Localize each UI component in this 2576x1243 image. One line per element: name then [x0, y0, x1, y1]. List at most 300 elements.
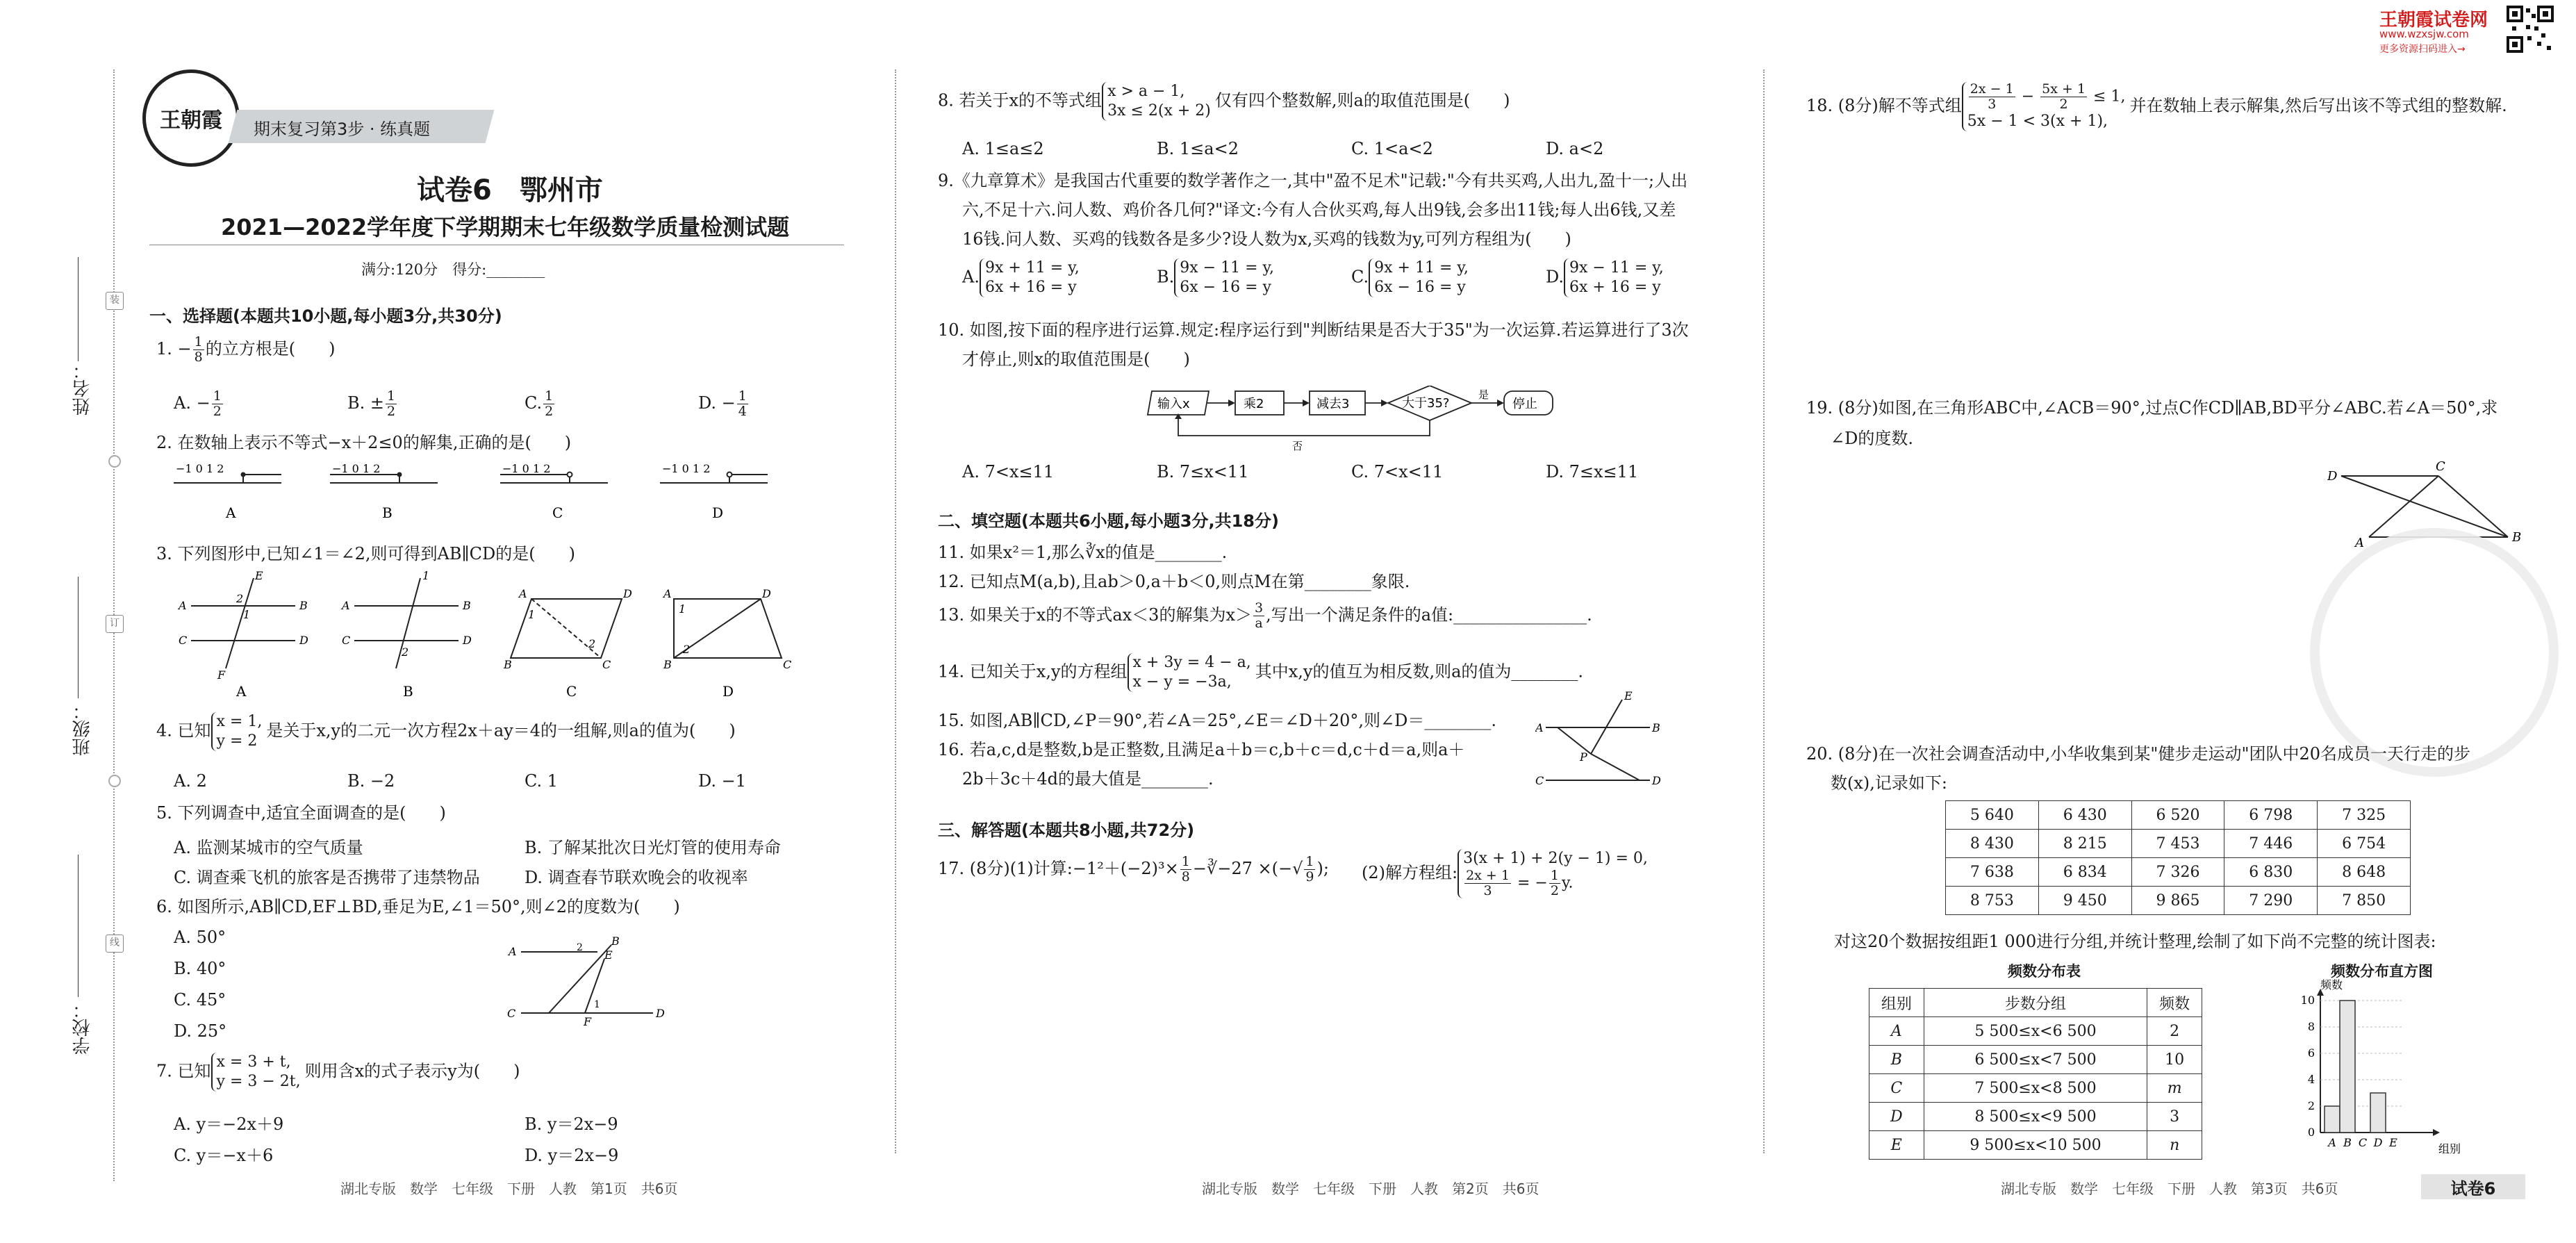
paper-number: 试卷6 鄂州市 [417, 174, 603, 206]
q3-b-pt-c: C [342, 634, 351, 647]
q1-option-c[interactable] [525, 389, 556, 419]
hist-bar-A [2325, 1106, 2340, 1133]
q10-flowchart [1146, 386, 1563, 452]
q5-option-d[interactable]: D. 调查春节联欢晚会的收视率 [525, 868, 748, 887]
q4-stem-end: 是关于x,y的二元一次方程2x＋ay＝4的一组解,则a的值为( ) [266, 721, 736, 741]
q3-fig-d [662, 587, 791, 671]
q9-opt-c-sys [1369, 258, 1473, 297]
q1-opt-d-den: 4 [738, 404, 747, 419]
q1-opt-d-sign: D. − [698, 393, 736, 413]
q2-numberlines [170, 462, 795, 538]
q17-frac2-num: 1 [1305, 854, 1314, 869]
q1-opt-c-frac [543, 389, 554, 419]
q3-d-pt-d: D [762, 587, 771, 600]
q20-note: 对这20个数据按组距1 000进行分组,并统计整理,绘制了如下尚不完整的统计图表: [1834, 932, 2436, 951]
q3-d-pt-c: C [783, 658, 792, 671]
q13-stem: 13. 如果关于x的不等式ax＜3的解集为x＞ [938, 605, 1252, 625]
hist-category-A: A [2328, 1136, 2336, 1149]
q19-pt-b: B [2512, 530, 2522, 545]
q3-a-pt-a: A [179, 599, 187, 612]
q17-part1: 17. (8分)(1)计算:−1²＋(−2)³× [938, 859, 1179, 878]
q9-opt-a-l1: 9x + 11 = y, [984, 259, 1080, 277]
question-10-line1: 10. 如图,按下面的程序进行运算.规定:程序运行到"判断结果是否大于35"为一次运算.若运算进行了3次 [938, 320, 1689, 340]
question-4 [156, 712, 736, 751]
hist-y-tick: 0 [2307, 1126, 2315, 1139]
q3-fig-a [177, 571, 308, 682]
svg-text:A: A [509, 945, 517, 958]
hist-category-D: D [2373, 1136, 2383, 1149]
class-label: 班级： [72, 702, 93, 756]
histogram [2272, 976, 2501, 1164]
q17-system [1458, 849, 1652, 898]
question-18 [1806, 82, 2507, 131]
table-row [1946, 830, 2411, 858]
q9-opt-b-sys [1174, 258, 1278, 297]
q17-frac1-den: 8 [1181, 869, 1190, 884]
page-title: 2021—2022学年度下学期期末七年级数学质量检测试题 [221, 214, 790, 240]
site-url[interactable]: www.wzxsjw.com [2379, 28, 2469, 40]
cell: 6 430 [2038, 801, 2131, 830]
q2-ticks-d: −1 0 1 2 [662, 462, 711, 475]
q18-stem: 18. (8分)解不等式组 [1806, 96, 1962, 115]
q1-stem-end: 的立方根是( ) [205, 339, 336, 359]
question-17-part2 [1362, 849, 1652, 898]
q18-line2: 5x − 1 < 3(x + 1), [1967, 113, 2108, 130]
q1-opt-a-num: 1 [213, 388, 222, 404]
binding-mark: 订 [106, 615, 124, 633]
hist-category-B: B [2343, 1136, 2352, 1149]
question-10-line2: 才停止,则x的取值范围是( ) [962, 349, 1190, 369]
question-20-line1: 20. (8分)在一次社会调查活动中,小华收集到某"健步走运动"团队中20名成员一天行走的步 [1806, 744, 2471, 764]
class-field[interactable] [78, 577, 79, 698]
question-12[interactable]: 12. 已知点M(a,b),且ab＞0,a＋b＜0,则点M在第________象限. [938, 572, 1410, 591]
table-row [1869, 1103, 2202, 1131]
cell: C [1869, 1074, 1924, 1103]
school-field[interactable] [78, 855, 79, 997]
q5-option-c[interactable]: C. 调查乘飞机的旅客是否携带了违禁物品 [174, 868, 480, 887]
question-17 [938, 855, 1329, 884]
q6-option-b[interactable]: B. 40° [174, 959, 226, 978]
q1-num: 1 [194, 334, 203, 349]
q9-opt-b-letter: B. [1157, 267, 1175, 287]
q3-a-angle1: 1 [243, 608, 251, 621]
cell: 7 326 [2131, 858, 2224, 887]
cell: 9 500≤x<10 500 [1924, 1131, 2147, 1160]
q9-opt-a-sys [980, 258, 1084, 297]
q10-option-c[interactable]: C. 7<x<11 [1351, 462, 1444, 481]
flow-yes: 是 [1478, 388, 1489, 401]
q14-stem-end: 其中x,y的值互为相反数,则a的值为________. [1255, 661, 1584, 682]
cell: 6 520 [2131, 801, 2224, 830]
question-19-line1: 19. (8分)如图,在三角形ABC中,∠ACB＝90°,过点C作CD∥AB,BD平分∠ABC.若∠A＝50°,求 [1806, 398, 2498, 418]
binding-mark: 装 [106, 292, 124, 310]
footer-badge-text: 试卷6 [2450, 1178, 2496, 1199]
question-2: 2. 在数轴上表示不等式−x＋2≤0的解集,正确的是( ) [156, 433, 572, 452]
q4-option-a[interactable]: A. 2 [174, 771, 207, 791]
q14-sys-line1: x + 3y = 4 − a, [1132, 654, 1251, 671]
column-divider [1763, 69, 1765, 1153]
q9-opt-d-letter: D. [1546, 267, 1564, 287]
question-7 [156, 1053, 520, 1092]
histogram-title: 频数分布直方图 [2331, 963, 2433, 980]
brand-logo-text: 王朝霞 [160, 108, 222, 133]
q4-option-c[interactable]: C. 1 [525, 771, 559, 791]
q17-frac2 [1304, 855, 1315, 884]
q17-part2: −∛−27 ×(−√ [1192, 859, 1303, 878]
svg-text:2: 2 [577, 942, 583, 953]
name-label: 姓名： [72, 361, 93, 415]
q17-sys-frac-den: 3 [1483, 883, 1492, 898]
q9-opt-c-l2: 6x − 16 = y [1374, 279, 1466, 296]
question-8 [938, 82, 1510, 121]
q3-a-pt-b: B [299, 599, 308, 612]
q8-sys-line2: 3x ≤ 2(x + 2) [1107, 102, 1211, 120]
flow-input: 输入x [1157, 397, 1190, 411]
q18-frac2-num: 5x + 1 [2042, 81, 2086, 97]
q7-option-d[interactable]: D. y＝2x−9 [525, 1146, 619, 1165]
q3-label-c: C [566, 683, 577, 700]
site-name[interactable]: 王朝霞试卷网 [2379, 10, 2488, 31]
question-5: 5. 下列调查中,适宜全面调查的是( ) [156, 803, 446, 823]
q2-line-d [660, 462, 768, 483]
q14-sys-line2: x − y = −3a, [1132, 673, 1232, 691]
q18-frac2-den: 2 [2059, 97, 2068, 112]
cell: B [1869, 1046, 1924, 1074]
footer-page3: 湖北专版 数学 七年级 下册 人教 第3页 共6页 [2001, 1180, 2338, 1197]
footer-page2: 湖北专版 数学 七年级 下册 人教 第2页 共6页 [1202, 1180, 1539, 1197]
q7-option-c[interactable]: C. y＝−x＋6 [174, 1146, 274, 1165]
q15-figure [1535, 691, 1660, 789]
site-tip: 更多资源扫码进入→ [2379, 44, 2466, 55]
steps-data-table [1945, 800, 2411, 915]
q1-opt-d-num: 1 [738, 388, 747, 404]
question-20-line2: 数(x),记录如下: [1831, 773, 1947, 793]
cell: 5 640 [1946, 801, 2039, 830]
q1-fraction [193, 335, 204, 365]
cell: n [2147, 1131, 2202, 1160]
q4-option-b[interactable]: B. −2 [347, 771, 395, 791]
q17-part3: ); [1316, 859, 1329, 878]
q18-stem-end: 并在数轴上表示解集,然后写出该不等式组的整数解. [2129, 96, 2507, 115]
q10-option-b[interactable]: B. 7≤x<11 [1157, 462, 1249, 481]
q15-pt-b: B [1652, 721, 1660, 734]
q7-stem: 7. 已知 [156, 1061, 211, 1081]
q2-ticks-b: −1 0 1 2 [332, 462, 381, 475]
q2-line-c [500, 462, 608, 483]
header-cell: 步数分组 [1924, 989, 2147, 1017]
q3-label-b: B [403, 683, 413, 700]
q2-label-d: D [712, 504, 724, 521]
q17-frac2-den: 9 [1305, 869, 1314, 884]
cell: 6 834 [2038, 858, 2131, 887]
hist-bar-B [2340, 1001, 2355, 1133]
q1-opt-d-frac [737, 389, 748, 419]
hist-category-C: C [2358, 1136, 2368, 1149]
q3-d-pt-b: B [663, 658, 672, 671]
q8-stem: 8. 若关于x的不等式组 [938, 90, 1103, 110]
question-9-line3: 16钱.问人数、买鸡的钱数各是多少?设人数为x,买鸡的钱数为y,可列方程组为( ) [962, 229, 1571, 249]
q7-sys-line1: x = 3 + t, [216, 1053, 291, 1071]
brand-logo [142, 69, 240, 167]
cell: 6 500≤x<7 500 [1924, 1046, 2147, 1074]
q3-b-pt-b: B [463, 599, 471, 612]
q10-option-d[interactable]: D. 7≤x≤11 [1546, 462, 1639, 481]
q1-opt-b-num: 1 [387, 388, 396, 404]
hist-y-tick: 8 [2307, 1020, 2315, 1033]
q1-opt-a-sign: A. − [174, 393, 210, 413]
cell: 7 446 [2224, 830, 2318, 858]
qr-code-icon[interactable] [2507, 6, 2554, 53]
q2-ticks-c: −1 0 1 2 [502, 462, 551, 475]
svg-text:F: F [584, 1015, 592, 1028]
q9-opt-d-l2: 6x + 16 = y [1569, 279, 1661, 296]
q19-pt-c: C [2436, 459, 2445, 474]
question-6: 6. 如图所示,AB∥CD,EF⊥BD,垂足为E,∠1＝50°,则∠2的度数为( ) [156, 897, 680, 916]
q3-a-pt-e: E [255, 571, 263, 582]
table-row [1946, 858, 2411, 887]
q1-option-b[interactable] [347, 389, 398, 419]
table-row [1869, 1046, 2202, 1074]
q3-fig-c [503, 587, 632, 671]
q1-opt-b-den: 2 [387, 404, 396, 419]
hist-y-tick: 6 [2307, 1046, 2315, 1060]
question-9-line1: 9.《九章算术》是我国古代重要的数学著作之一,其中"盈不足术"记载:"今有共买鸡,人出九,盈十一;人出 [938, 171, 1688, 190]
footer-badge [2421, 1174, 2525, 1199]
hist-x-label: 组别 [2438, 1142, 2461, 1155]
q1-opt-a-frac [212, 389, 223, 419]
q14-system [1128, 653, 1255, 692]
cell: E [1869, 1131, 1924, 1160]
q3-b-pt-a: A [342, 599, 350, 612]
q3-c-angle1: 1 [528, 608, 536, 621]
cell: A [1869, 1017, 1924, 1046]
q4-option-d[interactable]: D. −1 [698, 771, 747, 791]
q1-opt-a-den: 2 [213, 404, 222, 419]
q2-ticks-a: −1 0 1 2 [176, 462, 224, 475]
question-16-line2[interactable]: 2b＋3c＋4d的最大值是________. [962, 769, 1214, 789]
q15-pt-d: D [1652, 774, 1660, 787]
cell: 8 215 [2038, 830, 2131, 858]
table-header-row [1869, 989, 2202, 1017]
q2-label-c: C [552, 504, 563, 521]
q18-system [1962, 82, 2130, 131]
cell: 6 754 [2318, 830, 2411, 858]
q18-frac1 [1969, 82, 2015, 112]
q17-frac1 [1180, 855, 1191, 884]
footer-page1: 湖北专版 数学 七年级 下册 人教 第1页 共6页 [340, 1180, 678, 1197]
q8-option-c[interactable]: C. 1<a<2 [1351, 139, 1433, 158]
binding-mark: 线 [106, 935, 124, 953]
q1-opt-b-sign: B. ± [347, 393, 385, 413]
q3-d-angle1: 1 [679, 602, 686, 616]
q14-stem: 14. 已知关于x,y的方程组 [938, 661, 1128, 682]
q1-opt-c-num: 1 [545, 388, 554, 404]
cell: 7 290 [2224, 887, 2318, 915]
name-field[interactable] [78, 257, 79, 361]
question-11[interactable]: 11. 如果x²＝1,那么∛x的值是________. [938, 543, 1228, 562]
q9-opt-a-l2: 6x + 16 = y [984, 279, 1077, 296]
cell: 5 500≤x<6 500 [1924, 1017, 2147, 1046]
q5-option-b[interactable]: B. 了解某批次日光灯管的使用寿命 [525, 838, 781, 857]
q1-option-d[interactable] [698, 389, 750, 419]
q17-sys-frac2-den: 2 [1550, 883, 1559, 898]
q3-d-angle2: 2 [683, 643, 691, 656]
cell: 8 753 [1946, 887, 2039, 915]
q8-stem-end: 仅有四个整数解,则a的取值范围是( ) [1214, 90, 1510, 110]
cell: 7 325 [2318, 801, 2411, 830]
question-9-line2: 六,不足十六.问人数、鸡价各几何?"译文:今有人合伙买鸡,每人出9钱,会多出11钱;每人出6钱,又差 [962, 200, 1676, 220]
q9-opt-a-letter: A. [962, 267, 980, 287]
q3-c-angle2: 2 [588, 637, 596, 650]
q2-label-a: A [226, 504, 236, 521]
q17-sys-y: y. [1561, 874, 1574, 892]
question-13[interactable] [938, 601, 1592, 631]
q6-option-a[interactable]: A. 50° [174, 928, 226, 947]
q3-label-d: D [723, 683, 734, 700]
hist-y-tick: 4 [2307, 1073, 2315, 1086]
question-1 [156, 335, 335, 365]
q9-opt-d-sys [1564, 258, 1668, 297]
flow-multiply: 乘2 [1244, 397, 1264, 411]
question-3: 3. 下列图形中,已知∠1＝∠2,则可得到AB∥CD的是( ) [156, 544, 575, 563]
q3-c-pt-c: C [602, 658, 611, 671]
freq-table [1869, 988, 2202, 1160]
q9-option-b[interactable] [1157, 258, 1278, 297]
q17-sys-eq: = − [1517, 874, 1548, 892]
q9-opt-b-l2: 6x − 16 = y [1180, 279, 1271, 296]
q3-label-a: A [236, 683, 247, 700]
cell: 8 648 [2318, 858, 2411, 887]
q9-opt-c-letter: C. [1351, 267, 1369, 287]
q8-option-d[interactable]: D. a<2 [1546, 139, 1604, 158]
q7-option-a[interactable]: A. y＝−2x＋9 [174, 1114, 284, 1134]
q15-pt-a: A [1535, 721, 1544, 734]
cell: 3 [2147, 1103, 2202, 1131]
q4-stem: 4. 已知 [156, 721, 211, 741]
q15-pt-p: P [1580, 750, 1587, 764]
q18-frac1-num: 2x − 1 [1970, 81, 2014, 97]
svg-text:C: C [507, 1007, 516, 1020]
q7-stem-end: 则用含x的式子表示y为( ) [304, 1061, 520, 1081]
q7-system [211, 1053, 305, 1092]
binding-hole [108, 775, 121, 787]
column-divider [895, 69, 896, 1153]
question-16-line1: 16. 若a,c,d是整数,b是正整数,且满足a＋b＝c,b＋c＝d,c＋d＝a,则a＋ [938, 740, 1465, 759]
header-cell: 频数 [2147, 989, 2202, 1017]
q3-figures [177, 571, 802, 703]
flow-subtract: 减去3 [1316, 397, 1350, 411]
q3-b-angle1: 1 [422, 571, 430, 582]
q18-minus: − [2021, 88, 2035, 106]
q3-c-pt-b: B [504, 658, 512, 671]
q19-pt-a: A [2355, 536, 2364, 550]
q6-figure [507, 931, 667, 1028]
q17-sys-frac2-num: 1 [1550, 868, 1559, 883]
q9-option-a[interactable] [962, 258, 1084, 297]
q3-a-angle2: 2 [236, 592, 244, 605]
table-row [1869, 1131, 2202, 1160]
q3-a-pt-d: D [299, 634, 308, 647]
q10-option-a[interactable]: A. 7<x≤11 [962, 462, 1055, 481]
hist-y-tick: 2 [2307, 1099, 2315, 1112]
q13-den: a [1255, 616, 1263, 631]
q9-opt-d-l1: 9x − 11 = y, [1569, 259, 1664, 277]
question-19-line2: ∠D的度数. [1831, 429, 1913, 448]
cell: 10 [2147, 1046, 2202, 1074]
q15-pt-c: C [1535, 774, 1544, 787]
q2-line-b [330, 462, 438, 483]
q4-sys-line2: y = 2 [216, 732, 258, 750]
cell: 8 430 [1946, 830, 2039, 858]
watermark-stamp [2310, 528, 2559, 777]
q8-option-a[interactable]: A. 1≤a≤2 [962, 139, 1044, 158]
binding-hole [108, 455, 121, 468]
school-label: 学校： [72, 1001, 93, 1055]
q4-sys-line1: x = 1, [216, 713, 263, 730]
cell: 9 450 [2038, 887, 2131, 915]
step-banner-text: 期末复习第3步 · 练真题 [254, 120, 431, 139]
q13-num: 3 [1254, 600, 1264, 616]
table-row [1946, 801, 2411, 830]
score-line: 满分:120分 得分:________ [361, 261, 545, 278]
table-row [1869, 1017, 2202, 1046]
q17-frac1-num: 1 [1181, 854, 1190, 869]
q1-option-a[interactable] [174, 389, 224, 419]
cell: 7 850 [2318, 887, 2411, 915]
table-row [1869, 1074, 2202, 1103]
q5-option-a[interactable]: A. 监测某城市的空气质量 [174, 838, 363, 857]
q1-stem: 1. − [156, 339, 192, 359]
cell: 6 830 [2224, 858, 2318, 887]
q13-frac [1253, 601, 1264, 631]
q9-option-d[interactable] [1546, 258, 1668, 297]
q6-option-d[interactable]: D. 25° [174, 1021, 227, 1041]
q9-opt-c-l1: 9x + 11 = y, [1374, 259, 1469, 277]
svg-text:B: B [611, 935, 620, 948]
hist-bar-D [2370, 1093, 2386, 1133]
q18-frac2 [2040, 82, 2087, 112]
freq-table-title: 频数分布表 [2008, 963, 2081, 980]
q4-system [211, 712, 267, 751]
table-row [1946, 887, 2411, 915]
q3-fig-b [340, 571, 472, 668]
q3-d-pt-a: A [663, 587, 672, 600]
q6-option-c[interactable]: C. 45° [174, 990, 226, 1010]
q3-c-pt-d: D [623, 587, 632, 600]
question-15[interactable]: 15. 如图,AB∥CD,∠P＝90°,若∠A＝25°,∠E＝∠D＋20°,则∠D＝________. [938, 711, 1497, 730]
q17-sys-frac [1464, 869, 1511, 898]
q3-a-pt-f: F [217, 668, 226, 682]
q17-part2-label: (2)解方程组: [1362, 863, 1458, 882]
hist-y-label: 频数 [2320, 978, 2343, 991]
q18-frac1-den: 3 [1988, 97, 1997, 112]
q1-opt-c-den: 2 [545, 404, 554, 419]
svg-text:D: D [656, 1007, 665, 1020]
q9-option-c[interactable] [1351, 258, 1473, 297]
cell: 7 638 [1946, 858, 2039, 887]
q8-option-b[interactable]: B. 1≤a<2 [1157, 139, 1239, 158]
q2-line-a [174, 462, 281, 483]
q8-system [1102, 82, 1215, 121]
q2-label-b: B [382, 504, 393, 521]
hist-category-E: E [2389, 1136, 2397, 1149]
q17-sys-frac2 [1549, 869, 1560, 898]
q3-b-pt-d: D [463, 634, 472, 647]
q17-sys-frac-num: 2x + 1 [1466, 868, 1510, 883]
q7-option-b[interactable]: B. y＝2x−9 [525, 1114, 618, 1134]
question-14[interactable] [938, 653, 1583, 692]
cell: 9 865 [2131, 887, 2224, 915]
